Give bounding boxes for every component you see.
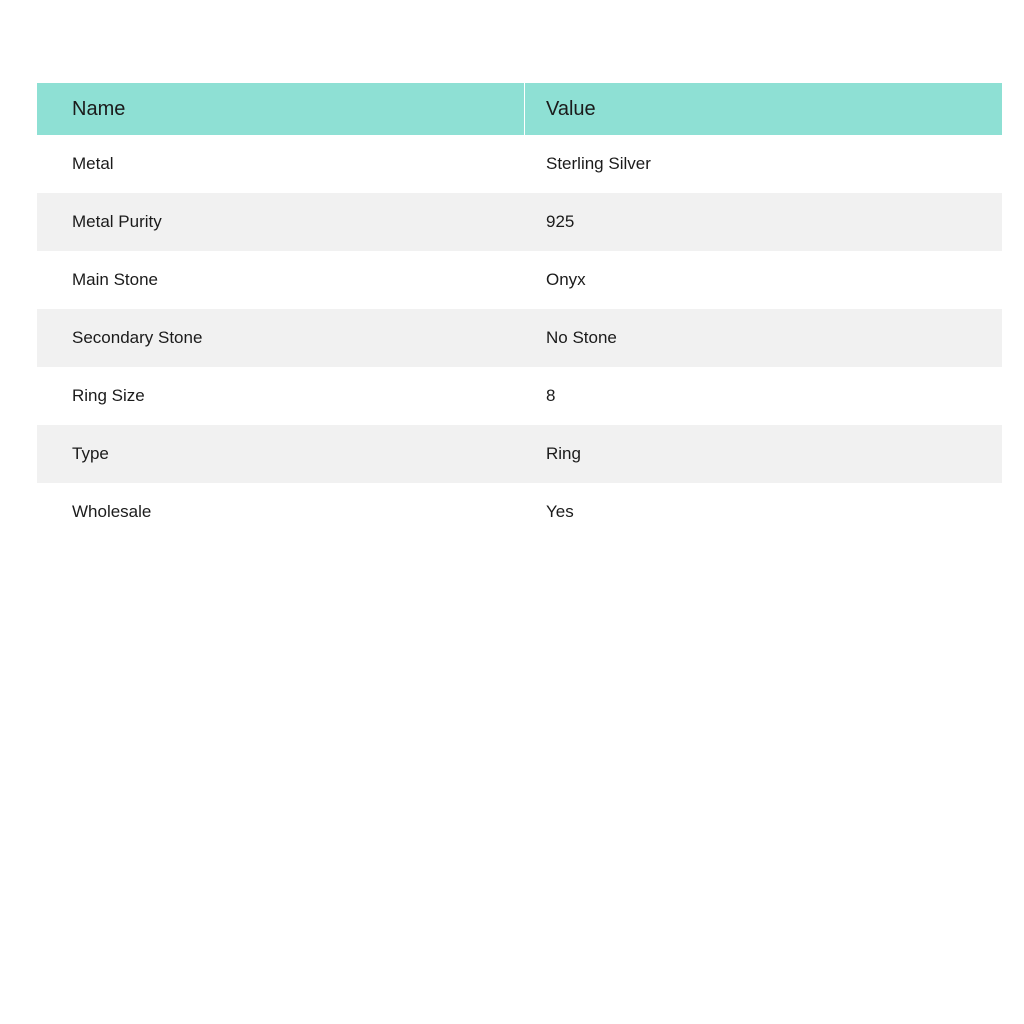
row-name-type: Type — [37, 425, 524, 483]
row-name-ring-size: Ring Size — [37, 367, 524, 425]
table-body — [37, 135, 1002, 541]
table-row — [37, 193, 1002, 251]
row-name-secondary-stone: Secondary Stone — [37, 309, 524, 367]
table-header — [37, 83, 1002, 135]
column-header-name: Name — [37, 83, 524, 135]
row-value-type: Ring — [524, 425, 1002, 483]
row-name-wholesale: Wholesale — [37, 483, 524, 541]
column-header-value: Value — [524, 83, 1002, 135]
row-value-wholesale: Yes — [524, 483, 1002, 541]
table-header-row — [37, 83, 1002, 135]
row-value-secondary-stone: No Stone — [524, 309, 1002, 367]
table-row — [37, 483, 1002, 541]
table-row — [37, 425, 1002, 483]
row-value-main-stone: Onyx — [524, 251, 1002, 309]
row-name-metal: Metal — [37, 135, 524, 193]
specification-table — [37, 83, 1002, 541]
table-row — [37, 309, 1002, 367]
table-row — [37, 251, 1002, 309]
row-value-metal-purity: 925 — [524, 193, 1002, 251]
row-name-main-stone: Main Stone — [37, 251, 524, 309]
row-value-metal: Sterling Silver — [524, 135, 1002, 193]
table-row — [37, 135, 1002, 193]
row-name-metal-purity: Metal Purity — [37, 193, 524, 251]
row-value-ring-size: 8 — [524, 367, 1002, 425]
table-row — [37, 367, 1002, 425]
